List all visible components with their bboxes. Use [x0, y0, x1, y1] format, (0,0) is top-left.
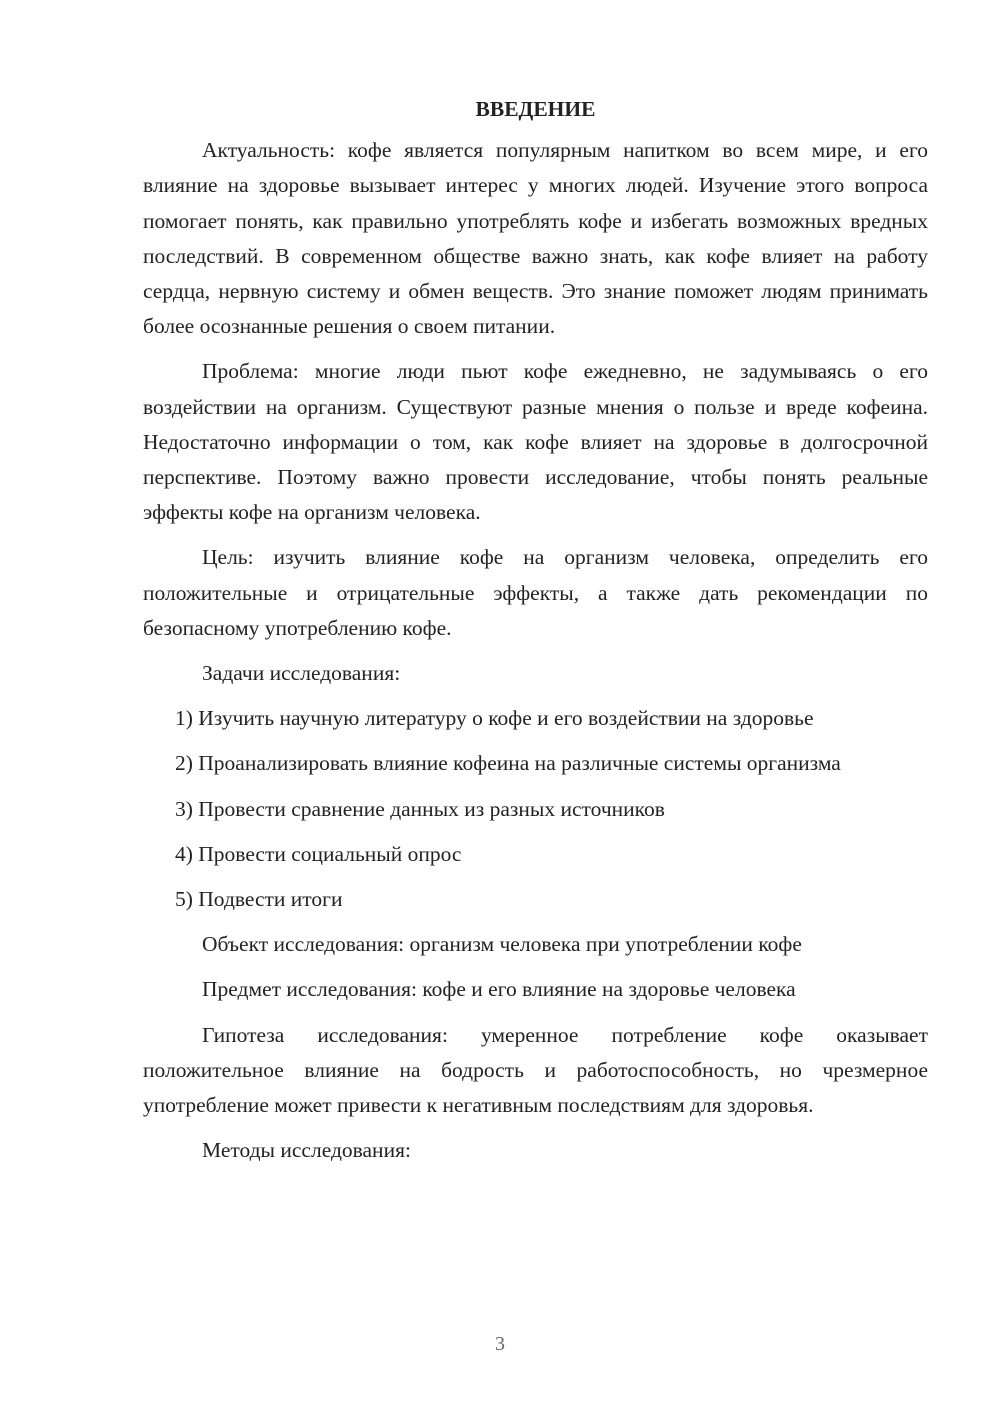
task-item-3: 3) Провести сравнение данных из разных источников [175, 796, 665, 821]
task-item-1: 1) Изучить научную литературу о кофе и его воздействии на здоровье [175, 706, 814, 731]
tasks-heading: Задачи исследования: [202, 661, 401, 686]
task-item-5: 5) Подвести итоги [175, 887, 343, 912]
hypothesis-paragraph: Гипотеза исследования: умеренное потребление кофе оказывает положительное влияние на бодрость и работоспособность, но чрезмерное употребление может привести к негативным последствиям для здоровья. [143, 1022, 928, 1118]
problem-paragraph: Проблема: многие люди пьют кофе ежедневно, не задумываясь о его воздействии на организм. Существуют разные мнения о пользе и вреде кофеина. Недостаточно информации о том, как кофе влияет на здоровье в долгосрочной перспективе. Поэтому важно провести исследование, чтобы понять реальные эффекты кофе на организм человека. [143, 359, 928, 525]
methods-heading: Методы исследования: [202, 1138, 411, 1163]
object-paragraph: Объект исследования: организм человека при употреблении кофе [202, 932, 802, 957]
task-item-2: 2) Проанализировать влияние кофеина на различные системы организма [175, 751, 841, 776]
section-title: ВВЕДЕНИЕ [475, 97, 596, 121]
relevance-paragraph: Актуальность: кофе является популярным напитком во всем мире, и его влияние на здоровье вызывает интерес у многих людей. Изучение этого вопроса помогает понять, как правильно употреблять кофе и избегать возможных вредных последствий. В современном обществе важно знать, как кофе влияет на работу сердца, нервную систему и обмен веществ. Это знание поможет людям принимать более осознанные решения о своем питании. [143, 138, 928, 339]
subject-paragraph: Предмет исследования: кофе и его влияние на здоровье человека [202, 977, 796, 1002]
page-number: 3 [495, 1333, 505, 1355]
document-page [143, 92, 928, 1178]
goal-paragraph: Цель: изучить влияние кофе на организм человека, определить его положительные и отрицательные эффекты, а также дать рекомендации по безопасному употреблению кофе. [143, 545, 928, 640]
task-item-4: 4) Провести социальный опрос [175, 841, 462, 866]
